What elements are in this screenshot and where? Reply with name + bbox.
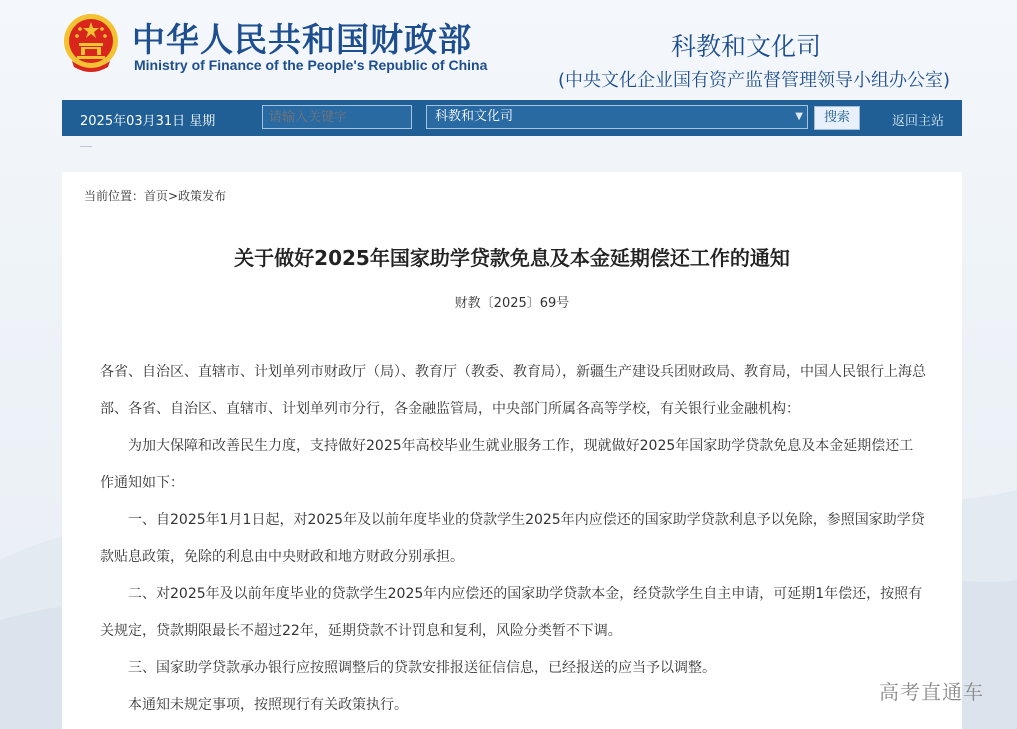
article-panel: [62, 172, 962, 729]
clause-2-paragraph: 二、对2025年及以前年度毕业的贷款学生2025年内应偿还的国家助学贷款本金，经贷款学生自主申请，可延期1年偿还，按照有关规定，贷款期限最长不超过22年，延期贷款不计罚息和复利，风险分类暂不下调。: [100, 586, 923, 639]
divider: [80, 146, 92, 147]
intro-paragraph: 为加大保障和改善民生力度，支持做好2025年高校毕业生就业服务工作，现就做好2025年国家助学贷款免息及本金延期偿还工作通知如下：: [100, 438, 914, 491]
national-emblem-icon: [62, 11, 120, 75]
search-input[interactable]: [262, 105, 412, 129]
return-home-link[interactable]: 返回主站: [892, 114, 945, 129]
addressee-paragraph: 各省、自治区、直辖市、计划单列市财政厅（局）、教育厅（教委、教育局），新疆生产建设兵团财政局、教育局，中国人民银行上海总部、各省、自治区、直辖市、计划单列市分行，各金融监管局，中央部门所属各高等学校，有关银行业金融机构：: [100, 364, 926, 417]
clause-1-paragraph: 一、自2025年1月1日起，对2025年及以前年度毕业的贷款学生2025年内应偿还的国家助学贷款利息予以免除，参照国家助学贷款贴息政策，免除的利息由中央财政和地方财政分别承担。: [100, 512, 925, 565]
ministry-name-en: Ministry of Finance of the People's Republic of China: [134, 57, 488, 73]
breadcrumb-prefix: 当前位置：: [84, 189, 145, 203]
search-scope-select[interactable]: [426, 105, 808, 129]
breadcrumb-current-link[interactable]: 政策发布: [178, 189, 227, 203]
top-navbar: [62, 100, 962, 136]
breadcrumb: [84, 187, 226, 204]
breadcrumb-home-link[interactable]: 首页: [144, 189, 169, 203]
department-subtitle: (中央文化企业国有资产监督管理领导小组办公室): [558, 70, 951, 91]
article-body: [100, 354, 926, 724]
clause-3-paragraph: 三、国家助学贷款承办银行应按照调整后的贷款安排报送征信信息，已经报送的应当予以调整。: [128, 660, 716, 676]
search-button[interactable]: 搜索: [814, 106, 860, 130]
ministry-name-cn: 中华人民共和国财政部: [132, 20, 472, 59]
search-scope-value: 科教和文化司: [435, 109, 514, 124]
watermark-text: 高考直通车: [879, 680, 984, 704]
article-title: 关于做好2025年国家助学贷款免息及本金延期偿还工作的通知: [234, 246, 790, 270]
department-title: 科教和文化司: [671, 32, 822, 61]
breadcrumb-separator: >: [168, 189, 179, 203]
document-number: 财教〔2025〕69号: [454, 296, 570, 311]
chevron-down-icon: ▼: [795, 111, 803, 122]
closing-paragraph: 本通知未规定事项，按照现行有关政策执行。: [128, 697, 408, 713]
current-date: 2025年03月31日 星期: [80, 114, 216, 129]
site-header: [0, 0, 1017, 100]
